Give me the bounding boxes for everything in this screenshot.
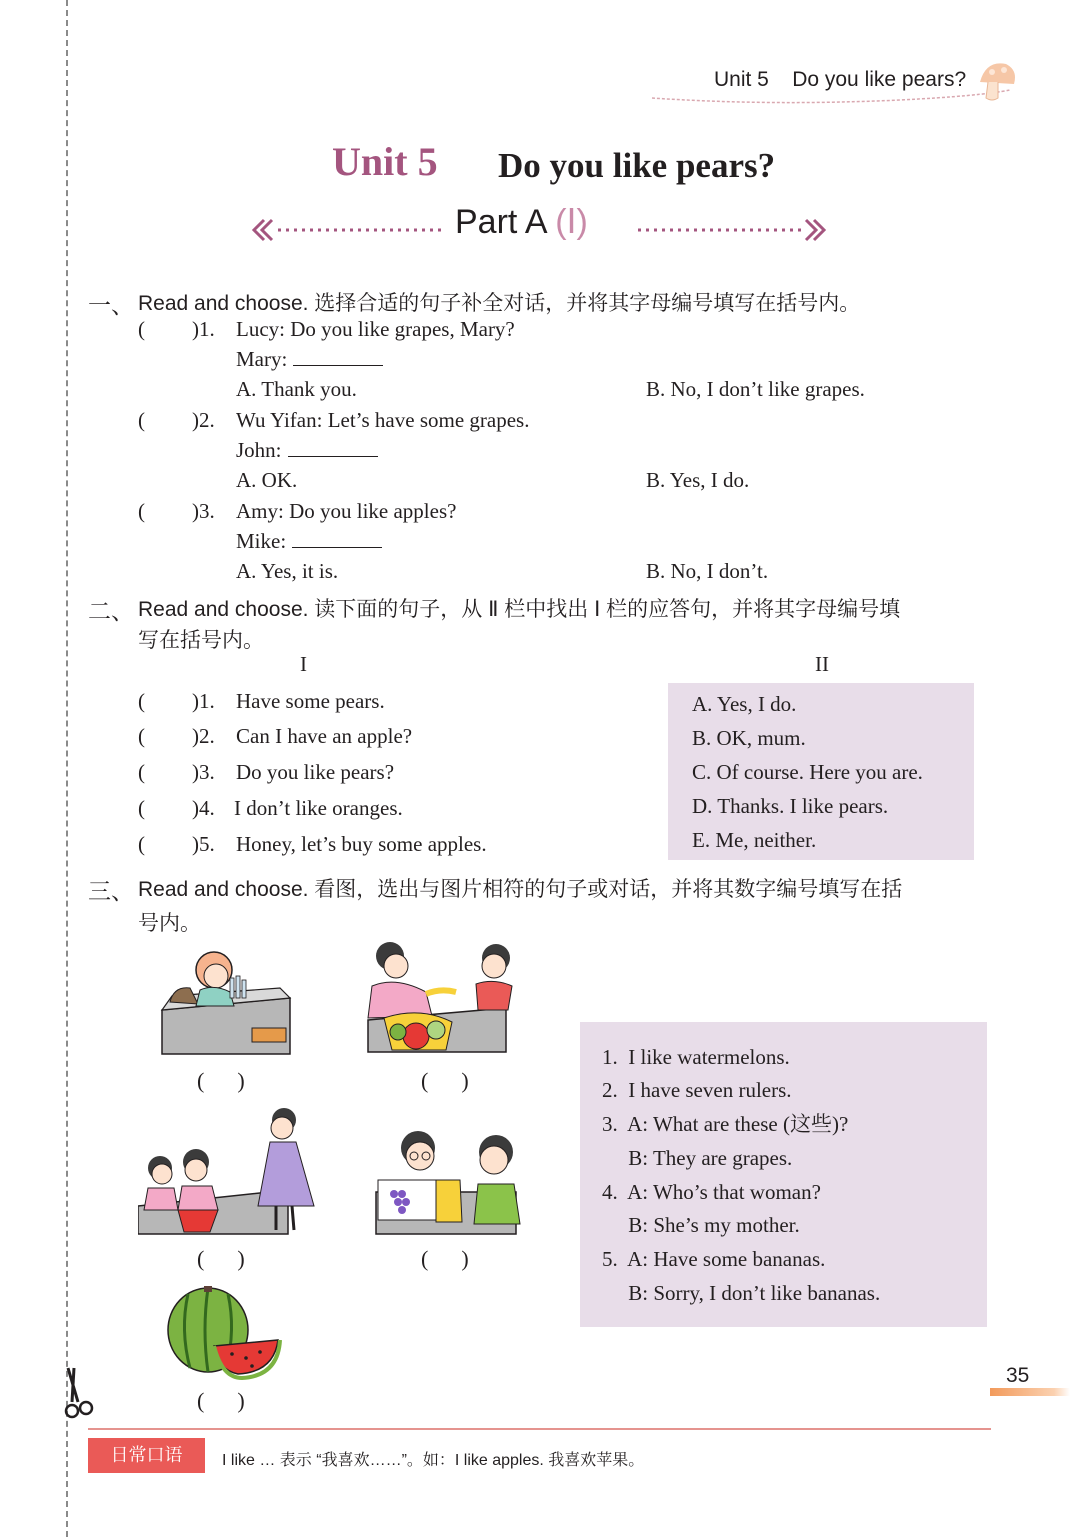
section2-number: 二、 [88,598,134,624]
s2-answer-d: D. Thanks. I like pears. [692,794,889,818]
s1-item2-prompt: Wu Yifan: Let’s have some grapes. [236,408,530,432]
section3-instruction-line2: 号内。 [138,912,201,935]
unit-title: Unit 5 [332,139,438,184]
s3-option-2: 2. I have seven rulers. [602,1078,792,1102]
s3-option-3b: B: They are grapes. [602,1146,793,1170]
s2-item5-number: )5. [192,832,215,856]
picture2-answer-paren[interactable]: ( ) [421,1068,469,1093]
s3-option-4b: B: She’s my mother. [602,1213,800,1237]
s2-item4-paren: ( [138,796,145,820]
s2-answer-e: E. Me, neither. [692,828,817,852]
answer-blank[interactable] [292,533,382,548]
s2-item2-paren: ( [138,724,145,748]
part-label: Part A [455,203,546,241]
s1-item3-option-a: A. Yes, it is. [236,559,339,583]
unit-question: Do you like pears? [498,146,776,185]
answer-blank[interactable] [293,351,383,366]
running-header: Unit 5 Do you like pears? [714,68,967,91]
fruit-basket-picture [356,938,522,1054]
picture1-answer-paren[interactable]: ( ) [197,1068,245,1093]
column-1-heading: I [300,652,307,676]
s2-item3-number: )3. [192,760,215,784]
s1-item1-prompt: Lucy: Do you like grapes, Mary? [236,317,515,341]
s1-item1-paren: ( [138,317,145,341]
part-title [455,202,588,242]
s2-item2-number: )2. [192,724,215,748]
s1-item3-prompt: Amy: Do you like apples? [236,499,457,523]
s3-option-5a: 5. A: Have some bananas. [602,1247,826,1271]
s1-item2-number: )2. [192,408,215,432]
right-arrow-decoration [634,216,830,244]
picture3-answer-paren[interactable]: ( ) [197,1246,245,1271]
page-number: 35 [1006,1364,1030,1387]
s1-item2-option-a: A. OK. [236,468,298,492]
header-decoration [650,86,1030,116]
respondent-label: Mike: [236,529,287,553]
s1-item2-option-b: B. Yes, I do. [646,468,750,492]
s1-item3-paren: ( [138,499,145,523]
s2-item1-paren: ( [138,689,145,713]
s2-answer-b: B. OK, mum. [692,726,806,750]
s3-option-5b: B: Sorry, I don’t like bananas. [602,1281,881,1305]
cut-line [66,0,68,1537]
s1-item2-paren: ( [138,408,145,432]
s2-answer-a: A. Yes, I do. [692,692,797,716]
part-number: (Ⅰ) [555,203,588,241]
footer-tag: 日常口语 [88,1438,205,1473]
s1-item3-option-b: B. No, I don’t. [646,559,769,583]
watermelon-picture [166,1284,282,1380]
s1-item1-number: )1. [192,317,215,341]
s2-item5-paren: ( [138,832,145,856]
left-arrow-decoration [250,216,446,244]
s2-item4-text: I don’t like oranges. [234,796,403,820]
respondent-label: John: [236,438,282,462]
s2-item2-text: Can I have an apple? [236,724,413,748]
section3-number: 三、 [88,878,134,904]
s2-item5-text: Honey, let’s buy some apples. [236,832,487,856]
s2-item1-number: )1. [192,689,215,713]
s2-item3-paren: ( [138,760,145,784]
s3-option-4a: 4. A: Who’s that woman? [602,1180,821,1204]
s1-item1-option-b: B. No, I don’t like grapes. [646,377,865,401]
answer-blank[interactable] [288,442,378,457]
s1-item3-number: )3. [192,499,215,523]
s1-item1-respondent [236,349,383,370]
s2-item3-text: Do you like pears? [236,760,395,784]
s2-item4-number: )4. [192,796,215,820]
page-number-bar [990,1388,1070,1396]
section3-instruction-line1: Read and choose. 看图，选出与图片相符的句子或对话，并将其数字编号填写在括 [138,878,903,901]
section2-instruction-line1: Read and choose. 读下面的句子，从 Ⅱ 栏中找出 Ⅰ 栏的应答句，并将其字母编号填 [138,598,901,621]
section1-number: 一、 [88,292,134,318]
s3-option-1: 1. I like watermelons. [602,1045,790,1069]
scissors-icon [60,1366,104,1426]
footer-tip: I like … 表示 “我喜欢……”。如：I like apples. 我喜欢苹果。 [222,1452,645,1469]
section1-instruction: Read and choose. 选择合适的句子补全对话，并将其字母编号填写在括号内。 [138,292,861,315]
footer-divider [88,1428,991,1430]
s1-item3-respondent [236,531,382,552]
s3-option-3a: 3. A: What are these (这些)? [602,1112,849,1136]
girls-and-woman-picture [138,1106,334,1236]
picture4-answer-paren[interactable]: ( ) [421,1246,469,1271]
boys-with-grapes-picture [374,1128,538,1236]
girl-at-desk-picture [160,948,292,1058]
respondent-label: Mary: [236,347,288,371]
column-2-heading: II [815,652,829,676]
s1-item2-respondent [236,440,378,461]
mushroom-icon [976,58,1020,106]
picture5-answer-paren[interactable]: ( ) [197,1388,245,1413]
s2-item1-text: Have some pears. [236,689,385,713]
section2-instruction-line2: 写在括号内。 [138,629,264,652]
s2-answer-c: C. Of course. Here you are. [692,760,923,784]
s1-item1-option-a: A. Thank you. [236,377,357,401]
